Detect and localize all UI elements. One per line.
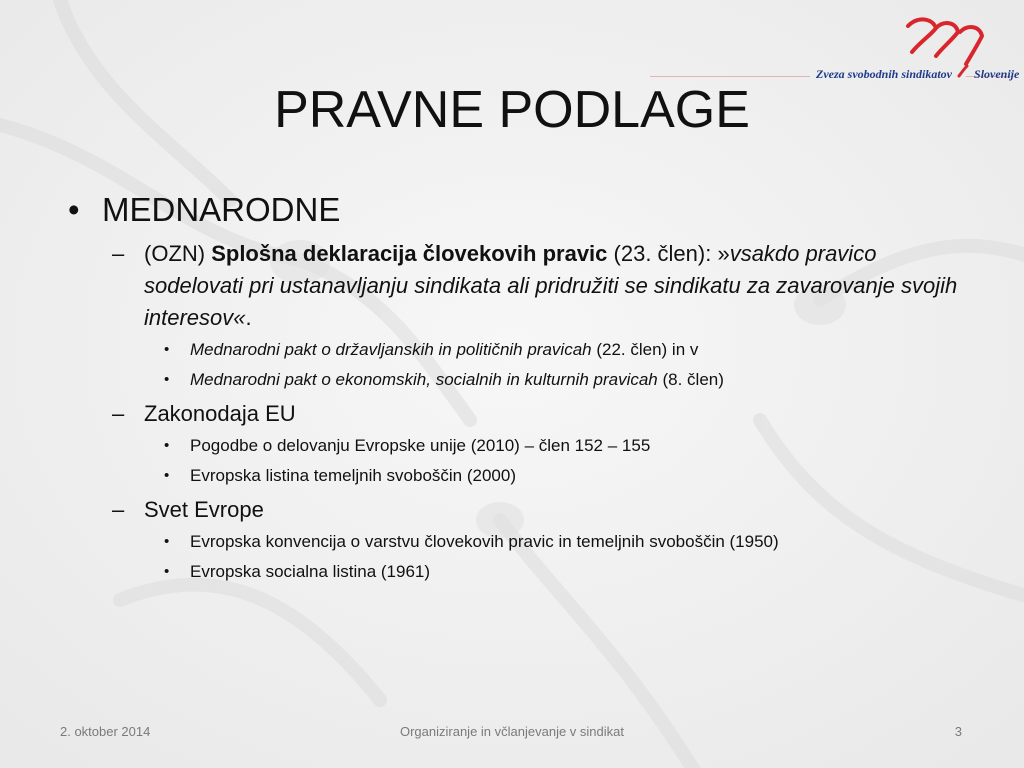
slide-title: PRAVNE PODLAGE: [274, 81, 750, 139]
coe-heading: Svet Evrope: [144, 497, 264, 522]
bullet-pact-economic: [60, 368, 980, 392]
dot-bullet: •: [164, 533, 170, 550]
pact-civil-title: Mednarodni pakt o državljanskih in političnih pravicah: [190, 340, 592, 359]
pact-economic-title: Mednarodni pakt o ekonomskih, socialnih in kulturnih pravicah: [190, 370, 658, 389]
coe-item-text: Evropska konvencija o varstvu človekovih pravic in temeljnih svoboščin (1950): [190, 532, 779, 551]
pact-economic-rest: (8. člen): [657, 370, 724, 389]
ozn-prefix: (OZN): [144, 241, 212, 266]
bullet-eu: [60, 398, 980, 430]
bullet-dot: •: [68, 191, 80, 228]
bullet-coe: [60, 494, 980, 526]
dot-bullet: •: [164, 437, 170, 454]
eu-heading: Zakonodaja EU: [144, 401, 296, 426]
ozn-quote: vsakdo pravico sodelovati pri ustanavljanju sindikata ali pridružiti se sindikatu za zavarovanje svojih interesov«: [144, 241, 958, 330]
slide-content: [60, 188, 980, 590]
dot-bullet: •: [164, 371, 170, 388]
logo-text-left: Zveza svobodnih sindikatov: [816, 67, 953, 81]
bullet-eu-treaty: [60, 434, 980, 458]
dot-bullet: •: [164, 467, 170, 484]
bullet-mednarodne: [60, 188, 980, 232]
eu-item-text: Evropska listina temeljnih svoboščin (2000): [190, 466, 516, 485]
bullet-coe-charter: [60, 560, 980, 584]
logo-mark-icon: [956, 67, 970, 81]
logo-text-right: Slovenije: [974, 67, 1020, 81]
eu-item-text: Pogodbe o delovanju Evropske unije (2010) – člen 152 – 155: [190, 436, 651, 455]
slide-number: 3: [954, 724, 962, 739]
bullet-ozn: [60, 238, 980, 334]
bullet-eu-charter: [60, 464, 980, 488]
dot-bullet: •: [164, 341, 170, 358]
ozn-end: .: [245, 305, 252, 330]
coe-item-text: Evropska socialna listina (1961): [190, 562, 431, 581]
footer-date: 2. oktober 2014: [60, 724, 151, 739]
heading-mednarodne: MEDNARODNE: [102, 191, 341, 228]
dash-bullet: –: [112, 241, 125, 266]
ozn-article: (23. člen): »: [607, 241, 730, 266]
footer-title: Organiziranje in včlanjevanje v sindikat: [399, 724, 624, 739]
ozn-declaration: Splošna deklaracija človekovih pravic: [211, 241, 608, 266]
dash-bullet: –: [112, 497, 125, 522]
dash-bullet: –: [112, 401, 125, 426]
dot-bullet: •: [164, 563, 170, 580]
pact-civil-rest: (22. člen) in v: [591, 340, 699, 359]
bullet-pact-civil: [60, 338, 980, 362]
bullet-coe-convention: [60, 530, 980, 554]
